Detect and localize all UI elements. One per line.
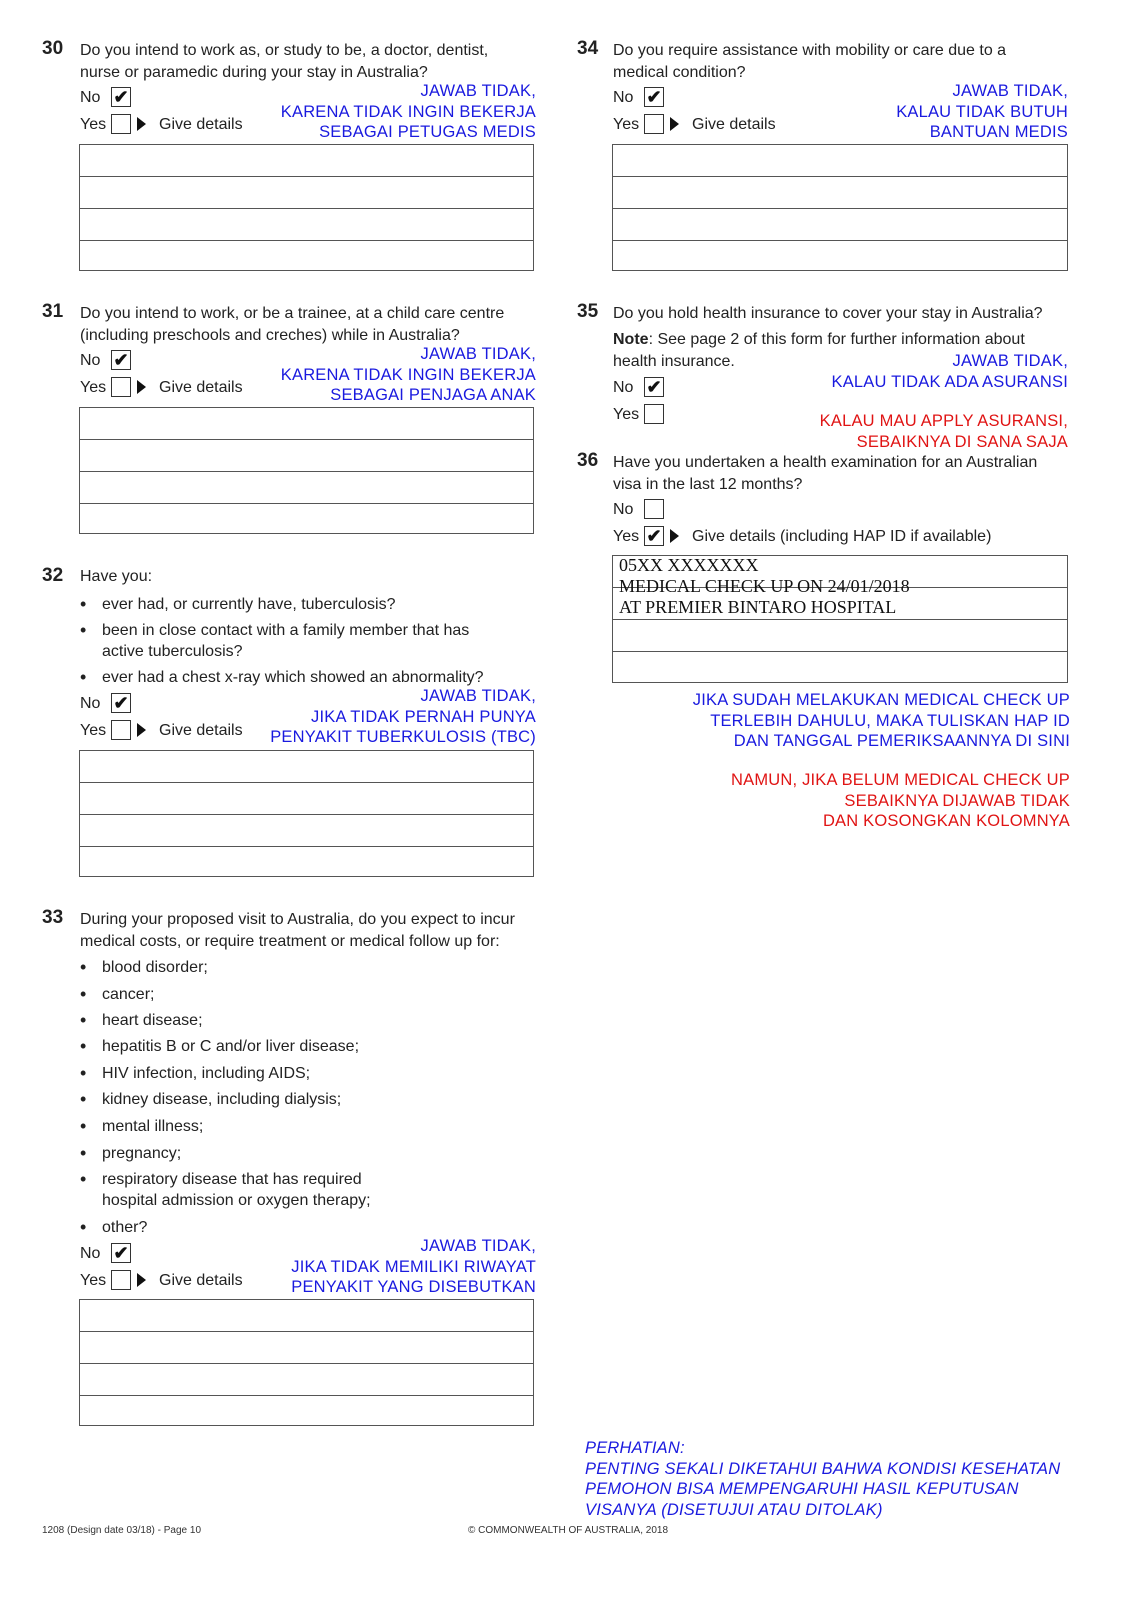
q32-bullet: • ever had, or currently have, tuberculosis? [80,594,522,615]
annotation-line: SEBAIKNYA DIJAWAB TIDAK [844,791,1070,810]
annotation-line: PENYAKIT YANG DISEBUTKAN [291,1278,536,1296]
q33-no-checkbox[interactable]: ✔ [111,1243,131,1263]
q35-red-annotation [768,411,1068,452]
attention-line: PEMOHON BISA MEMPENGARUHI HASIL KEPUTUSAN [585,1480,1019,1498]
question-number-32: 32 [42,565,64,586]
q35-annotation [768,351,1068,392]
annotation-line: JIKA TIDAK PERNAH PUNYA [311,707,536,726]
annotation-line: SEBAGAI PETUGAS MEDIS [319,123,536,141]
q32-annotation [236,686,536,748]
q33-yes-checkbox[interactable] [111,1270,131,1290]
question-31-text: Do you intend to work, or be a trainee, at a child care centre (including preschools and creches) while in Australia? [80,305,505,344]
annotation-line: DAN KOSONGKAN KOLOMNYA [822,812,1070,830]
q30-give-details-label: Give details [159,116,243,133]
annotation-line: PENYAKIT TUBERKULOSIS (TBC) [270,728,536,746]
q33-bullet: • hepatitis B or C and/or liver disease; [80,1036,522,1057]
question-number-34: 34 [577,38,599,59]
annotation-line: JIKA TIDAK MEMILIKI RIWAYAT [291,1257,536,1276]
question-30-text: Do you intend to work as, or study to be, a doctor, dentist, nurse or paramedic during your stay in Australia? [80,42,489,81]
attention-note [585,1438,1085,1520]
q31-details-box[interactable] [79,407,534,534]
arrow-right-icon [137,1273,146,1287]
q33-yes-label: Yes [80,1272,107,1289]
annotation-line: BANTUAN MEDIS [929,123,1068,141]
q30-details-box[interactable] [79,144,534,271]
q35-note-bold: Note [613,331,649,348]
q36-entry-line: MEDICAL CHECK UP ON 24/01/2018 [619,576,910,596]
annotation-line: KARENA TIDAK INGIN BEKERJA [280,365,536,384]
q32-bullet: • been in close contact with a family member that has active tuberculosis? [80,620,482,662]
annotation-line: KALAU MAU APPLY ASURANSI, [819,412,1068,430]
q33-bullet: • pregnancy; [80,1143,522,1164]
q31-yes-label: Yes [80,379,107,396]
q33-details-box[interactable] [79,1299,534,1426]
question-35-text: Do you hold health insurance to cover your stay in Australia? [613,305,1043,322]
q32-yes-label: Yes [80,722,107,739]
q31-give-details-label: Give details [159,379,243,396]
q34-yes-label: Yes [613,116,640,133]
annotation-line: KALAU TIDAK ADA ASURANSI [831,372,1068,391]
question-number-31: 31 [42,301,64,322]
q36-yes-checkbox[interactable]: ✔ [644,526,664,546]
question-number-36: 36 [577,450,599,471]
annotation-line: NAMUN, JIKA BELUM MEDICAL CHECK UP [731,771,1070,789]
q36-annotation [600,690,1070,752]
q36-yes-label: Yes [613,528,640,545]
annotation-line: JAWAB TIDAK, [420,687,536,705]
q33-bullet: • respiratory disease that has required hospital admission or oxygen therapy; [80,1169,372,1211]
q33-annotation [236,1236,536,1298]
arrow-right-icon [137,380,146,394]
q33-bullet: • heart disease; [80,1010,522,1031]
q33-bullet: • other? [80,1217,522,1238]
q32-bullet: • ever had a chest x-ray which showed an abnormality? [80,667,522,688]
annotation-line: DAN TANGGAL PEMERIKSAANNYA DI SINI [733,732,1070,750]
q36-give-details-label: Give details (including HAP ID if available) [692,528,992,545]
q34-no-label: No [613,89,634,106]
attention-line: PENTING SEKALI DIKETAHUI BAHWA KONDISI KESEHATAN [585,1459,1061,1478]
annotation-line: JIKA SUDAH MELAKUKAN MEDICAL CHECK UP [692,691,1070,709]
arrow-right-icon [137,117,146,131]
q30-yes-label: Yes [80,116,107,133]
arrow-right-icon [670,529,679,543]
q36-entry-line: AT PREMIER BINTARO HOSPITAL [619,597,897,617]
q35-yes-label: Yes [613,406,640,423]
q31-annotation [236,344,536,406]
annotation-line: JAWAB TIDAK, [952,352,1068,370]
q33-no-label: No [80,1245,101,1262]
q30-annotation [236,81,536,143]
q35-no-checkbox[interactable]: ✔ [644,377,664,397]
question-number-33: 33 [42,907,64,928]
question-number-35: 35 [577,301,599,322]
question-33-text: During your proposed visit to Australia, do you expect to incur medical costs, or require treatment or medical follow up for: [80,911,515,950]
q33-bullet: • blood disorder; [80,957,522,978]
q32-yes-checkbox[interactable] [111,720,131,740]
arrow-right-icon [137,723,146,737]
annotation-line: JAWAB TIDAK, [420,82,536,100]
q36-red-annotation [600,770,1070,832]
annotation-line: JAWAB TIDAK, [420,345,536,363]
attention-line: VISANYA (DISETUJUI ATAU DITOLAK) [585,1500,883,1519]
q34-give-details-label: Give details [692,116,776,133]
q32-no-label: No [80,695,101,712]
q34-annotation [768,81,1068,143]
q30-yes-checkbox[interactable] [111,114,131,134]
footer-copyright: © COMMONWEALTH OF AUSTRALIA, 2018 [468,1525,668,1536]
q36-entry-line: 05XX XXXXXXX [619,555,759,575]
annotation-line: TERLEBIH DAHULU, MAKA TULISKAN HAP ID [710,711,1070,730]
q33-give-details-label: Give details [159,1272,243,1289]
annotation-line: JAWAB TIDAK, [420,1237,536,1255]
annotation-line: JAWAB TIDAK, [952,82,1068,100]
annotation-line: SEBAGAI PENJAGA ANAK [330,386,536,404]
q32-details-box[interactable] [79,750,534,877]
question-36-text: Have you undertaken a health examination for an Australian visa in the last 12 months? [613,454,1038,493]
q31-no-label: No [80,352,101,369]
footer-page-info: 1208 (Design date 03/18) - Page 10 [42,1525,201,1536]
annotation-line: KARENA TIDAK INGIN BEKERJA [280,102,536,121]
q32-give-details-label: Give details [159,722,243,739]
q31-yes-checkbox[interactable] [111,377,131,397]
q32-no-checkbox[interactable]: ✔ [111,693,131,713]
q34-no-checkbox[interactable]: ✔ [644,87,664,107]
q33-bullet: • mental illness; [80,1116,522,1137]
attention-line: PERHATIAN: [585,1439,685,1457]
q33-bullet: • HIV infection, including AIDS; [80,1063,522,1084]
q33-bullet: • kidney disease, including dialysis; [80,1089,522,1110]
question-number-30: 30 [42,38,64,59]
q35-yes-checkbox[interactable] [644,404,664,424]
q31-no-checkbox[interactable]: ✔ [111,350,131,370]
question-32-text: Have you: [80,568,153,585]
q33-bullet: • cancer; [80,984,522,1005]
q34-yes-checkbox[interactable] [644,114,664,134]
question-34-text: Do you require assistance with mobility or care due to a medical condition? [613,42,1007,81]
annotation-line: KALAU TIDAK BUTUH [896,102,1068,121]
annotation-line: SEBAIKNYA DI SANA SAJA [856,432,1068,451]
q36-no-label: No [613,501,634,518]
q30-no-checkbox[interactable]: ✔ [111,87,131,107]
arrow-right-icon [670,117,679,131]
q35-note-text: : See page 2 of this form for further information about health insurance. [613,331,1025,370]
q30-no-label: No [80,89,101,106]
q35-no-label: No [613,379,634,396]
q36-no-checkbox[interactable] [644,499,664,519]
q34-details-box[interactable] [612,144,1068,271]
